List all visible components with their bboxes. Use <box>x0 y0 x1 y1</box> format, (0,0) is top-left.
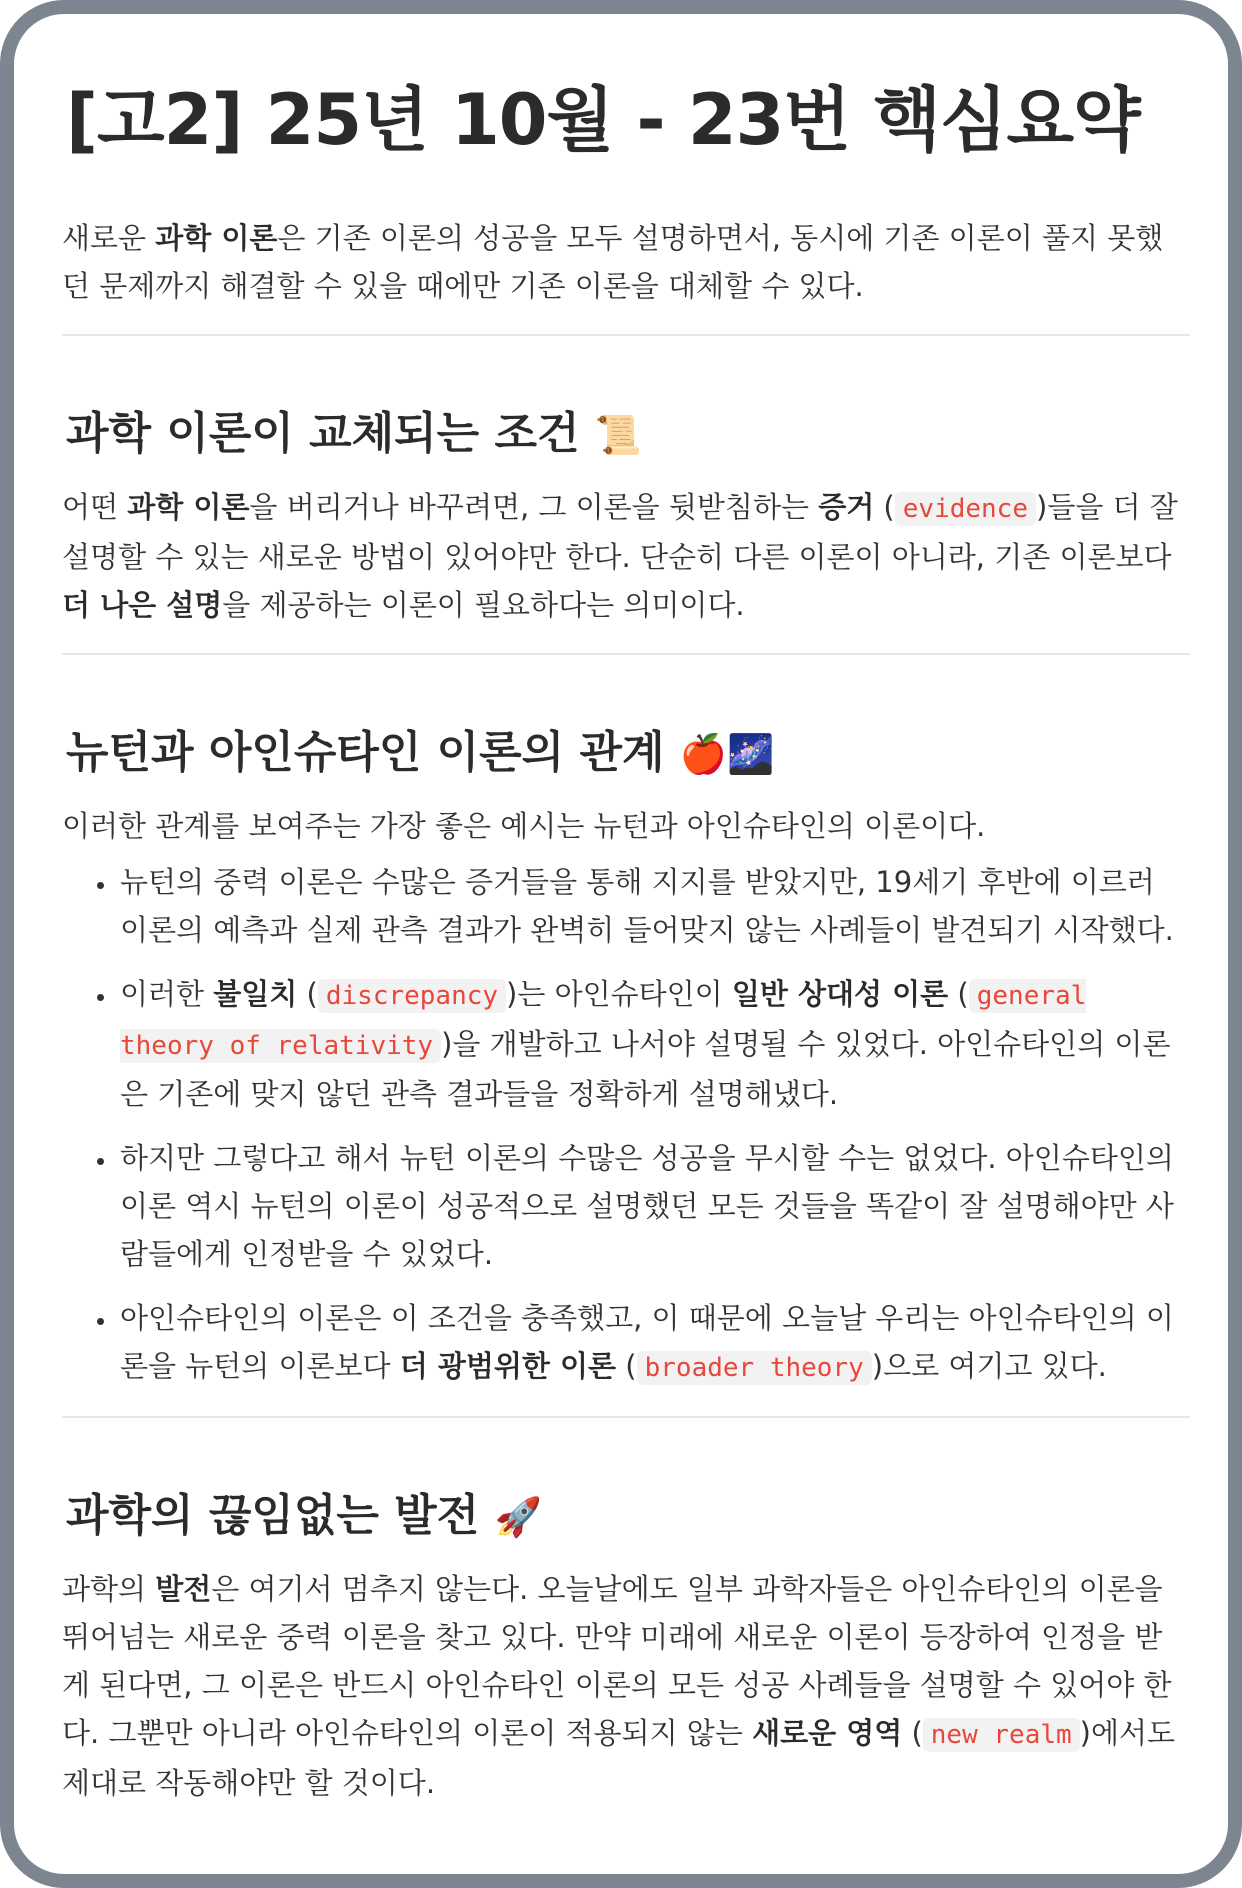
apple-galaxy-icon: 🍎🌌 <box>679 732 775 776</box>
page-title: [고2] 25년 10월 - 23번 핵심요약 <box>66 79 1140 161</box>
list-item <box>118 970 1190 1118</box>
list-item <box>118 1294 1190 1392</box>
bullet-list <box>62 858 1190 1392</box>
section-paragraph <box>62 483 1190 629</box>
section-newton-einstein <box>62 721 1190 1392</box>
text: 과학의 <box>62 1572 156 1606</box>
inline-code: broader theory <box>637 1351 872 1385</box>
section-heading-text: 과학 이론이 교체되는 조건 <box>66 408 580 459</box>
inline-code: new realm <box>923 1718 1080 1752</box>
rocket-icon: 🚀 <box>494 1495 542 1539</box>
intro-text: 새로운 <box>62 221 156 255</box>
bold-term: 증거 <box>818 490 875 524</box>
text: )는 아인슈타인이 <box>506 977 732 1011</box>
section-heading <box>66 1484 1190 1549</box>
intro-bold-term: 과학 이론 <box>155 221 278 255</box>
section-divider <box>62 1416 1190 1418</box>
section-heading <box>66 402 1190 467</box>
scroll-icon: 📜 <box>594 413 643 457</box>
section-heading-text: 뉴턴과 아인슈타인 이론의 관계 <box>66 727 665 778</box>
list-item: • 하지만 그렇다고 해서 뉴턴 이론의 수많은 성공을 무시할 수는 없었다. 아인슈타인의 이론 역시 뉴턴의 이론이 성공적으로 설명했던 모든 것들을 똑같이 잘 설명해야만 사람들에게 인정받을 수 있었다. <box>118 1134 1190 1278</box>
text: 을 버리거나 바꾸려면, 그 이론을 뒷받침하는 <box>249 490 819 524</box>
intro-text: 은 기존 이론의 성공을 모두 설명하면서, 동시에 기존 이론이 풀지 못했던 문제까지 해결할 수 있을 때에만 기존 이론을 대체할 수 있다. <box>62 221 1164 303</box>
inline-code: discrepancy <box>318 979 506 1013</box>
section-divider <box>62 653 1190 655</box>
text: ( <box>297 977 318 1011</box>
text: )들을 더 잘 설명할 수 있는 새로운 방법이 있어야만 한다. 단순히 다른 이론이 아니라, 기존 이론보다 <box>62 490 1178 574</box>
bold-term: 더 광범위한 이론 <box>399 1349 617 1383</box>
bold-term: 일반 상대성 이론 <box>731 977 949 1011</box>
bold-term: 새로운 영역 <box>752 1716 903 1750</box>
text: 을 제공하는 이론이 필요하다는 의미이다. <box>222 588 745 622</box>
inline-code: evidence <box>895 492 1036 526</box>
text: 은 여기서 멈추지 않는다. 오늘날에도 일부 과학자들은 아인슈타인의 이론을 뛰어넘는 새로운 중력 이론을 찾고 있다. 만약 미래에 새로운 이론이 등장하여 인정을 받게 된다면, 그 이론은 반드시 아인슈타인 이론의 모든 성공 사례들을 설명할 수 있어야 한다. 그뿐만 아니라 아인슈타인의 이론이 적용되지 않는 <box>62 1572 1172 1750</box>
text: ( <box>902 1716 923 1750</box>
document-body <box>62 70 1190 1831</box>
text: ( <box>948 977 969 1011</box>
bold-term: 불일치 <box>213 977 298 1011</box>
section-lead: 이러한 관계를 보여주는 가장 좋은 예시는 뉴턴과 아인슈타인의 이론이다. <box>62 809 986 843</box>
text: 어떤 <box>62 490 128 524</box>
inline-code: general theory of relativity <box>120 981 1087 1061</box>
intro-paragraph <box>62 214 1190 310</box>
section-paragraph <box>62 1565 1190 1807</box>
section-heading <box>66 721 1190 786</box>
list-item: • 뉴턴의 중력 이론은 수많은 증거들을 통해 지지를 받았지만, 19세기 후반에 이르러 이론의 예측과 실제 관측 결과가 완벽히 들어맞지 않는 사례들이 발견되기 시작했다. <box>118 858 1190 954</box>
section-divider <box>62 334 1190 336</box>
text: )으로 여기고 있다. <box>871 1349 1107 1383</box>
text: ( <box>874 490 895 524</box>
section-theory-replacement <box>62 402 1190 629</box>
text: )을 개발하고 나서야 설명될 수 있었다. 아인슈타인의 이론은 기존에 맞지 않던 관측 결과들을 정확하게 설명해냈다. <box>120 1027 1171 1111</box>
bold-term: 더 나은 설명 <box>62 588 223 622</box>
text: ( <box>616 1349 637 1383</box>
section-continuous-progress <box>62 1484 1190 1807</box>
section-heading-text: 과학의 끊임없는 발전 <box>66 1490 480 1541</box>
bold-term: 발전 <box>155 1572 212 1606</box>
text: 아인슈타인의 이론은 이 조건을 충족했고, 이 때문에 오늘날 우리는 아인슈타인의 이론을 뉴턴의 이론보다 <box>120 1301 1174 1383</box>
text: )에서도 제대로 작동해야만 할 것이다. <box>62 1716 1176 1800</box>
text: 이러한 <box>120 977 214 1011</box>
bold-term: 과학 이론 <box>127 490 250 524</box>
